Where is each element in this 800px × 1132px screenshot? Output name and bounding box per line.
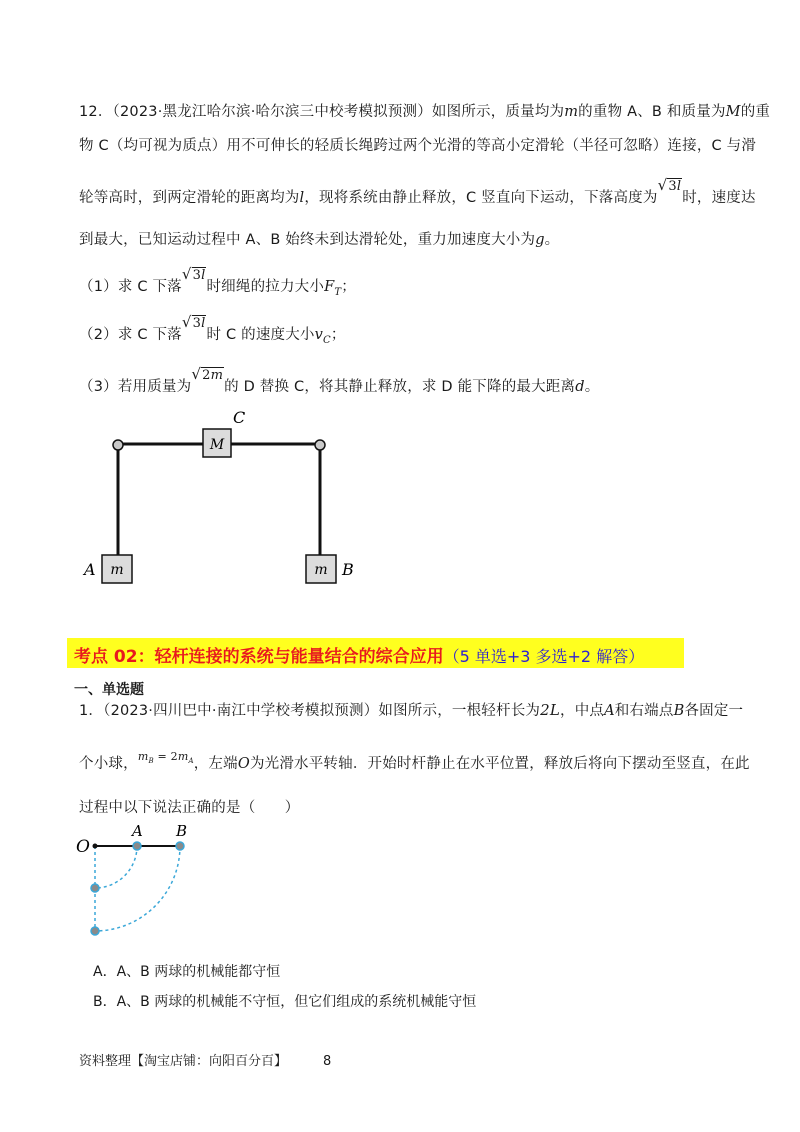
- choice-a[interactable]: A．A、B 两球的机械能都守恒: [93, 964, 281, 980]
- footer: [79, 1050, 331, 1069]
- q12-part-3: （3）若用质量为√2m的 D 替换 C，将其静止释放，求 D 能下降的最大距离d。: [79, 365, 600, 395]
- ball-a-final: [91, 884, 99, 892]
- sqrt3l-expression: √3l: [657, 176, 682, 194]
- section-heading: 考点 02：轻杆连接的系统与能量结合的综合应用（5 单选+3 多选+2 解答）: [74, 647, 645, 667]
- block-c-mass-label: M: [209, 437, 225, 453]
- q1-line-2: 个小球，$^{m_B = 2m_A}$，左端O为光滑水平转轴．开始时杆静止在水平位置，释放后将向下摆动至竖直，在此: [79, 750, 750, 772]
- q12-line-2: 物 C（均可视为质点）用不可伸长的轻质长绳跨过两个光滑的等高小定滑轮（半径可忽略）连接，C 与滑: [79, 138, 757, 154]
- pulley-diagram: [70, 405, 370, 595]
- mass-relation: mB = 2mA: [137, 750, 194, 766]
- q1-line-3: 过程中以下说法正确的是（ ）: [79, 800, 300, 816]
- ball-b-final: [91, 927, 99, 935]
- ball-b: [176, 842, 184, 850]
- label-a: A: [132, 822, 143, 840]
- q12-part-1: （1）求 C 下落√3l时细绳的拉力大小$F_T$；: [79, 265, 356, 298]
- q12-line-4: 到最大，已知运动过程中 A、B 始终未到达滑轮处，重力加速度大小为g。: [79, 232, 560, 248]
- arc-b: [95, 846, 180, 931]
- label-o: O: [76, 837, 90, 857]
- q12-part-2: （2）求 C 下落√3l时 C 的速度大小$v_C$；: [79, 313, 346, 346]
- right-pulley: [315, 440, 325, 450]
- sqrt3l-expression: √3l: [181, 313, 206, 331]
- label-b: B: [176, 822, 188, 840]
- ball-a: [133, 842, 141, 850]
- choice-b[interactable]: B．A、B 两球的机械能不守恒，但它们组成的系统机械能守恒: [93, 994, 477, 1010]
- pivot-o: [93, 844, 98, 849]
- label-b: B: [342, 560, 354, 579]
- footer-source: 资料整理【淘宝店铺：向阳百分百】: [79, 1054, 288, 1069]
- sqrt3l-expression: √3l: [181, 265, 206, 283]
- block-b-mass-label: m: [314, 562, 328, 578]
- rod-diagram: [70, 818, 210, 943]
- label-c: C: [233, 408, 246, 427]
- left-pulley: [113, 440, 123, 450]
- q1-line-1: 1．（2023·四川巴中·南江中学校考模拟预测）如图所示，一根轻杆长为2L，中点A和右端点B各固定一: [79, 701, 744, 719]
- arc-a: [95, 846, 137, 888]
- label-a: A: [84, 560, 96, 579]
- page-number: 8: [323, 1054, 332, 1069]
- block-a-mass-label: m: [110, 562, 124, 578]
- q12-line-1: 12．（2023·黑龙江哈尔滨·哈尔滨三中校考模拟预测）如图所示，质量均为m的重物 A、B 和质量为M的重: [79, 104, 771, 120]
- section-title: 一、单选题: [74, 682, 144, 698]
- sqrt2m-expression: √2m: [191, 365, 224, 383]
- q12-line-3: 轮等高时，到两定滑轮的距离均为l，现将系统由静止释放，C 竖直向下运动，下落高度为√3l时，速度达: [79, 176, 756, 206]
